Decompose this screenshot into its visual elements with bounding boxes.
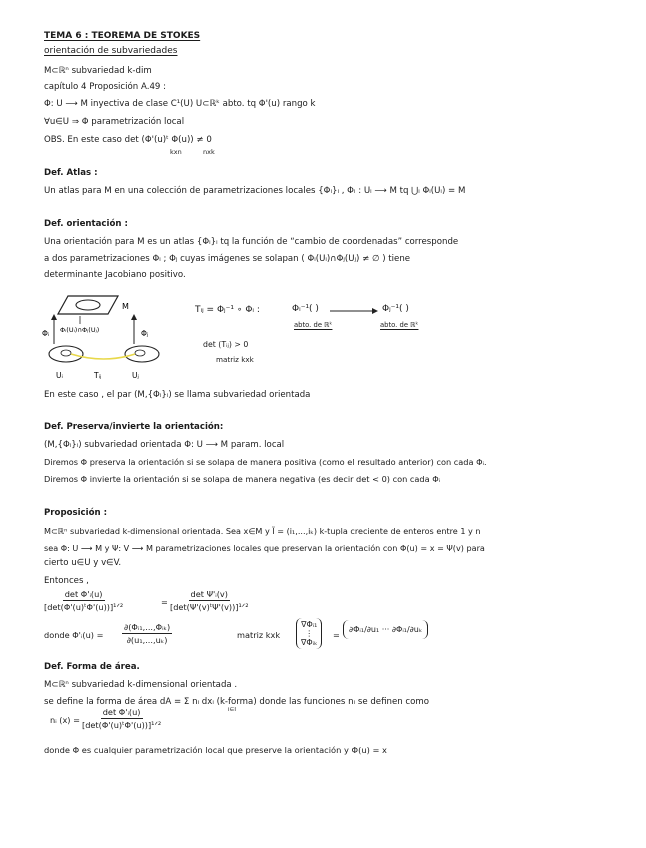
proposition-line-2: sea Φ: U ⟶ M y Ψ: V ⟶ M parametrizaciones locales que preservan la orientación con Φ(u) = x = Ψ(v) para <box>44 543 485 553</box>
u-i-subset <box>61 350 71 356</box>
matrix-size: matriz kxk <box>216 355 254 364</box>
sum-index: i∈I <box>228 707 236 713</box>
intro-line-4: ∀u∈U ⇒ Φ parametrización local <box>44 117 185 127</box>
atlas-text: Un atlas para M en una colección de parametrizaciones locales {Φᵢ}ᵢ , Φᵢ : Uᵢ ⟶ M tq ⋃ᵢ Φᵢ(Uᵢ) = M <box>44 186 466 196</box>
intro-line-5: OBS. En este caso det (Φ'(u)ᵗ Φ(u)) ≠ 0 <box>44 135 212 145</box>
equals-sign-2: = <box>333 630 340 640</box>
where-label: donde Φ'ᵢ(u) = <box>44 630 104 640</box>
rhs-fraction <box>170 589 249 612</box>
area-line-1: M⊂ℝⁿ subvariedad k-dimensional orientada . <box>44 680 238 690</box>
preserve-line-1: (M,{Φᵢ}ᵢ) subvariedad orientada Φ: U ⟶ M param. local <box>44 440 285 450</box>
gradient-bot: ∇Φᵢₖ <box>301 638 318 647</box>
partial-row-top: ∂Φᵢ₁/∂u₁ ··· ∂Φᵢ₁/∂uₖ <box>349 625 423 634</box>
dim-kxn: kxn <box>170 148 182 156</box>
dim-nxk: nxk <box>203 148 215 156</box>
proposition-heading: Proposición : <box>44 508 108 518</box>
ni-denominator: [det(Φ'(u)ᵗΦ'(u))]¹ᐟ² <box>82 720 162 730</box>
orientation-line-1: Una orientación para M es un atlas {Φᵢ}ᵢ tq la función de “cambio de coordenadas” corresponde <box>44 237 459 247</box>
transition-formula: Tᵢⱼ = Φⱼ⁻¹ ∘ Φᵢ : <box>195 305 260 315</box>
rhs-numerator: det Ψ'ᵢ(v) <box>190 589 228 599</box>
domain-note: abto. de ℝᵏ <box>294 321 333 329</box>
diagram-phi-j: Φⱼ <box>141 329 149 338</box>
transition-codomain: Φⱼ⁻¹( ) <box>382 304 409 314</box>
page-subtitle: orientación de subvariedades <box>44 46 178 56</box>
jacobian-denominator: ∂(u₁,...,uₖ) <box>126 635 168 645</box>
ni-fraction <box>82 707 161 730</box>
intersection-region <box>76 300 100 310</box>
ni-label: nᵢ (x) = <box>50 715 80 725</box>
equals-sign: = <box>161 597 168 607</box>
proposition-line-3: cierto u∈U y v∈V. <box>44 558 122 568</box>
orientation-line-3: determinante Jacobiano positivo. <box>44 270 186 280</box>
diagram-inter-label: Φᵢ(Uᵢ)∩Φⱼ(Uⱼ) <box>60 326 100 334</box>
proposition-then: Entonces , <box>44 576 89 586</box>
area-heading: Def. Forma de área. <box>44 662 140 672</box>
phi-j-arrowhead <box>131 314 137 320</box>
diagram-u-i: Uᵢ <box>56 371 63 380</box>
ni-numerator: det Φ'ᵢ(u) <box>102 707 141 717</box>
gradient-mid: ⋮ <box>305 629 314 638</box>
intro-line-3: Φ: U ⟶ M inyectiva de clase C¹(U) U⊂ℝᵏ abto. tq Φ'(u) rango k <box>44 99 316 109</box>
intro-line-2: capítulo 4 Proposición A.49 : <box>44 82 167 92</box>
codomain-note: abto. de ℝᵏ <box>380 321 419 329</box>
gradient-column <box>296 618 322 649</box>
orientation-heading: Def. orientación : <box>44 219 128 229</box>
lhs-fraction <box>44 589 123 612</box>
diagram-m-label: M <box>122 302 129 311</box>
u-i-set <box>49 346 83 362</box>
jacobian-numerator: ∂(Φᵢ₁,...,Φᵢₖ) <box>124 622 171 632</box>
proposition-line-1: M⊂ℝⁿ subvariedad k-dimensional orientada. Sea x∈M y Ĩ = (i₁,...,iₖ) k-tupla creciente de enteros entre 1 y n <box>44 526 481 536</box>
det-positive: det (Tᵢⱼ) > 0 <box>203 340 249 349</box>
area-line-3: donde Φ es cualquier parametrización local que preserve la orientación y Φ(u) = x <box>44 745 387 755</box>
u-j-subset <box>135 350 145 356</box>
diagram-t-ij: Tᵢⱼ <box>94 371 102 380</box>
jacobian-matrix-label: matriz kxk <box>237 630 281 640</box>
transition-arrow <box>330 306 380 316</box>
area-line-2: se define la forma de área dA = Σ nᵢ dxᵢ (k-forma) donde las funciones nᵢ se definen como <box>44 697 430 707</box>
diagram-u-j: Uⱼ <box>132 371 139 380</box>
partial-matrix <box>343 620 428 639</box>
lhs-numerator: det Φ'ᵢ(u) <box>64 589 103 599</box>
orientation-diagram <box>40 292 180 382</box>
orientation-line-2: a dos parametrizaciones Φᵢ ; Φⱼ cuyas imágenes se solapan ( Φᵢ(Uᵢ)∩Φⱼ(Uⱼ) ≠ ∅ ) tiene <box>44 254 411 264</box>
transition-domain: Φᵢ⁻¹( ) <box>292 304 319 314</box>
preserve-line-3: Diremos Φ invierte la orientación si se solapa de manera negativa (es decir det < 0) con cada Φᵢ <box>44 474 441 484</box>
diagram-phi-i: Φᵢ <box>42 329 50 338</box>
lhs-denominator: [det(Φ'(u)ᵗΦ'(u))]¹ᐟ² <box>44 602 124 612</box>
intro-line-1: M⊂ℝⁿ subvariedad k-dim <box>44 66 152 76</box>
page-title: TEMA 6 : TEOREMA DE STOKES <box>44 31 201 41</box>
preserve-line-2: Diremos Φ preserva la orientación si se solapa de manera positiva (como el resultado anterior) con cada Φᵢ. <box>44 457 487 467</box>
u-j-set <box>125 346 159 362</box>
jacobian-fraction <box>122 622 172 645</box>
preserve-heading: Def. Preserva/invierte la orientación: <box>44 422 224 432</box>
gradient-top: ∇Φᵢ₁ <box>301 620 318 629</box>
phi-i-arrowhead <box>51 314 57 320</box>
manifold-shape <box>58 296 118 314</box>
oriented-text: En este caso , el par (M,{Φᵢ}ᵢ) se llama subvariedad orientada <box>44 390 311 400</box>
atlas-heading: Def. Atlas : <box>44 168 98 178</box>
rhs-denominator: [det(Ψ'(v)ᵗΨ'(v))]¹ᐟ² <box>170 602 249 612</box>
